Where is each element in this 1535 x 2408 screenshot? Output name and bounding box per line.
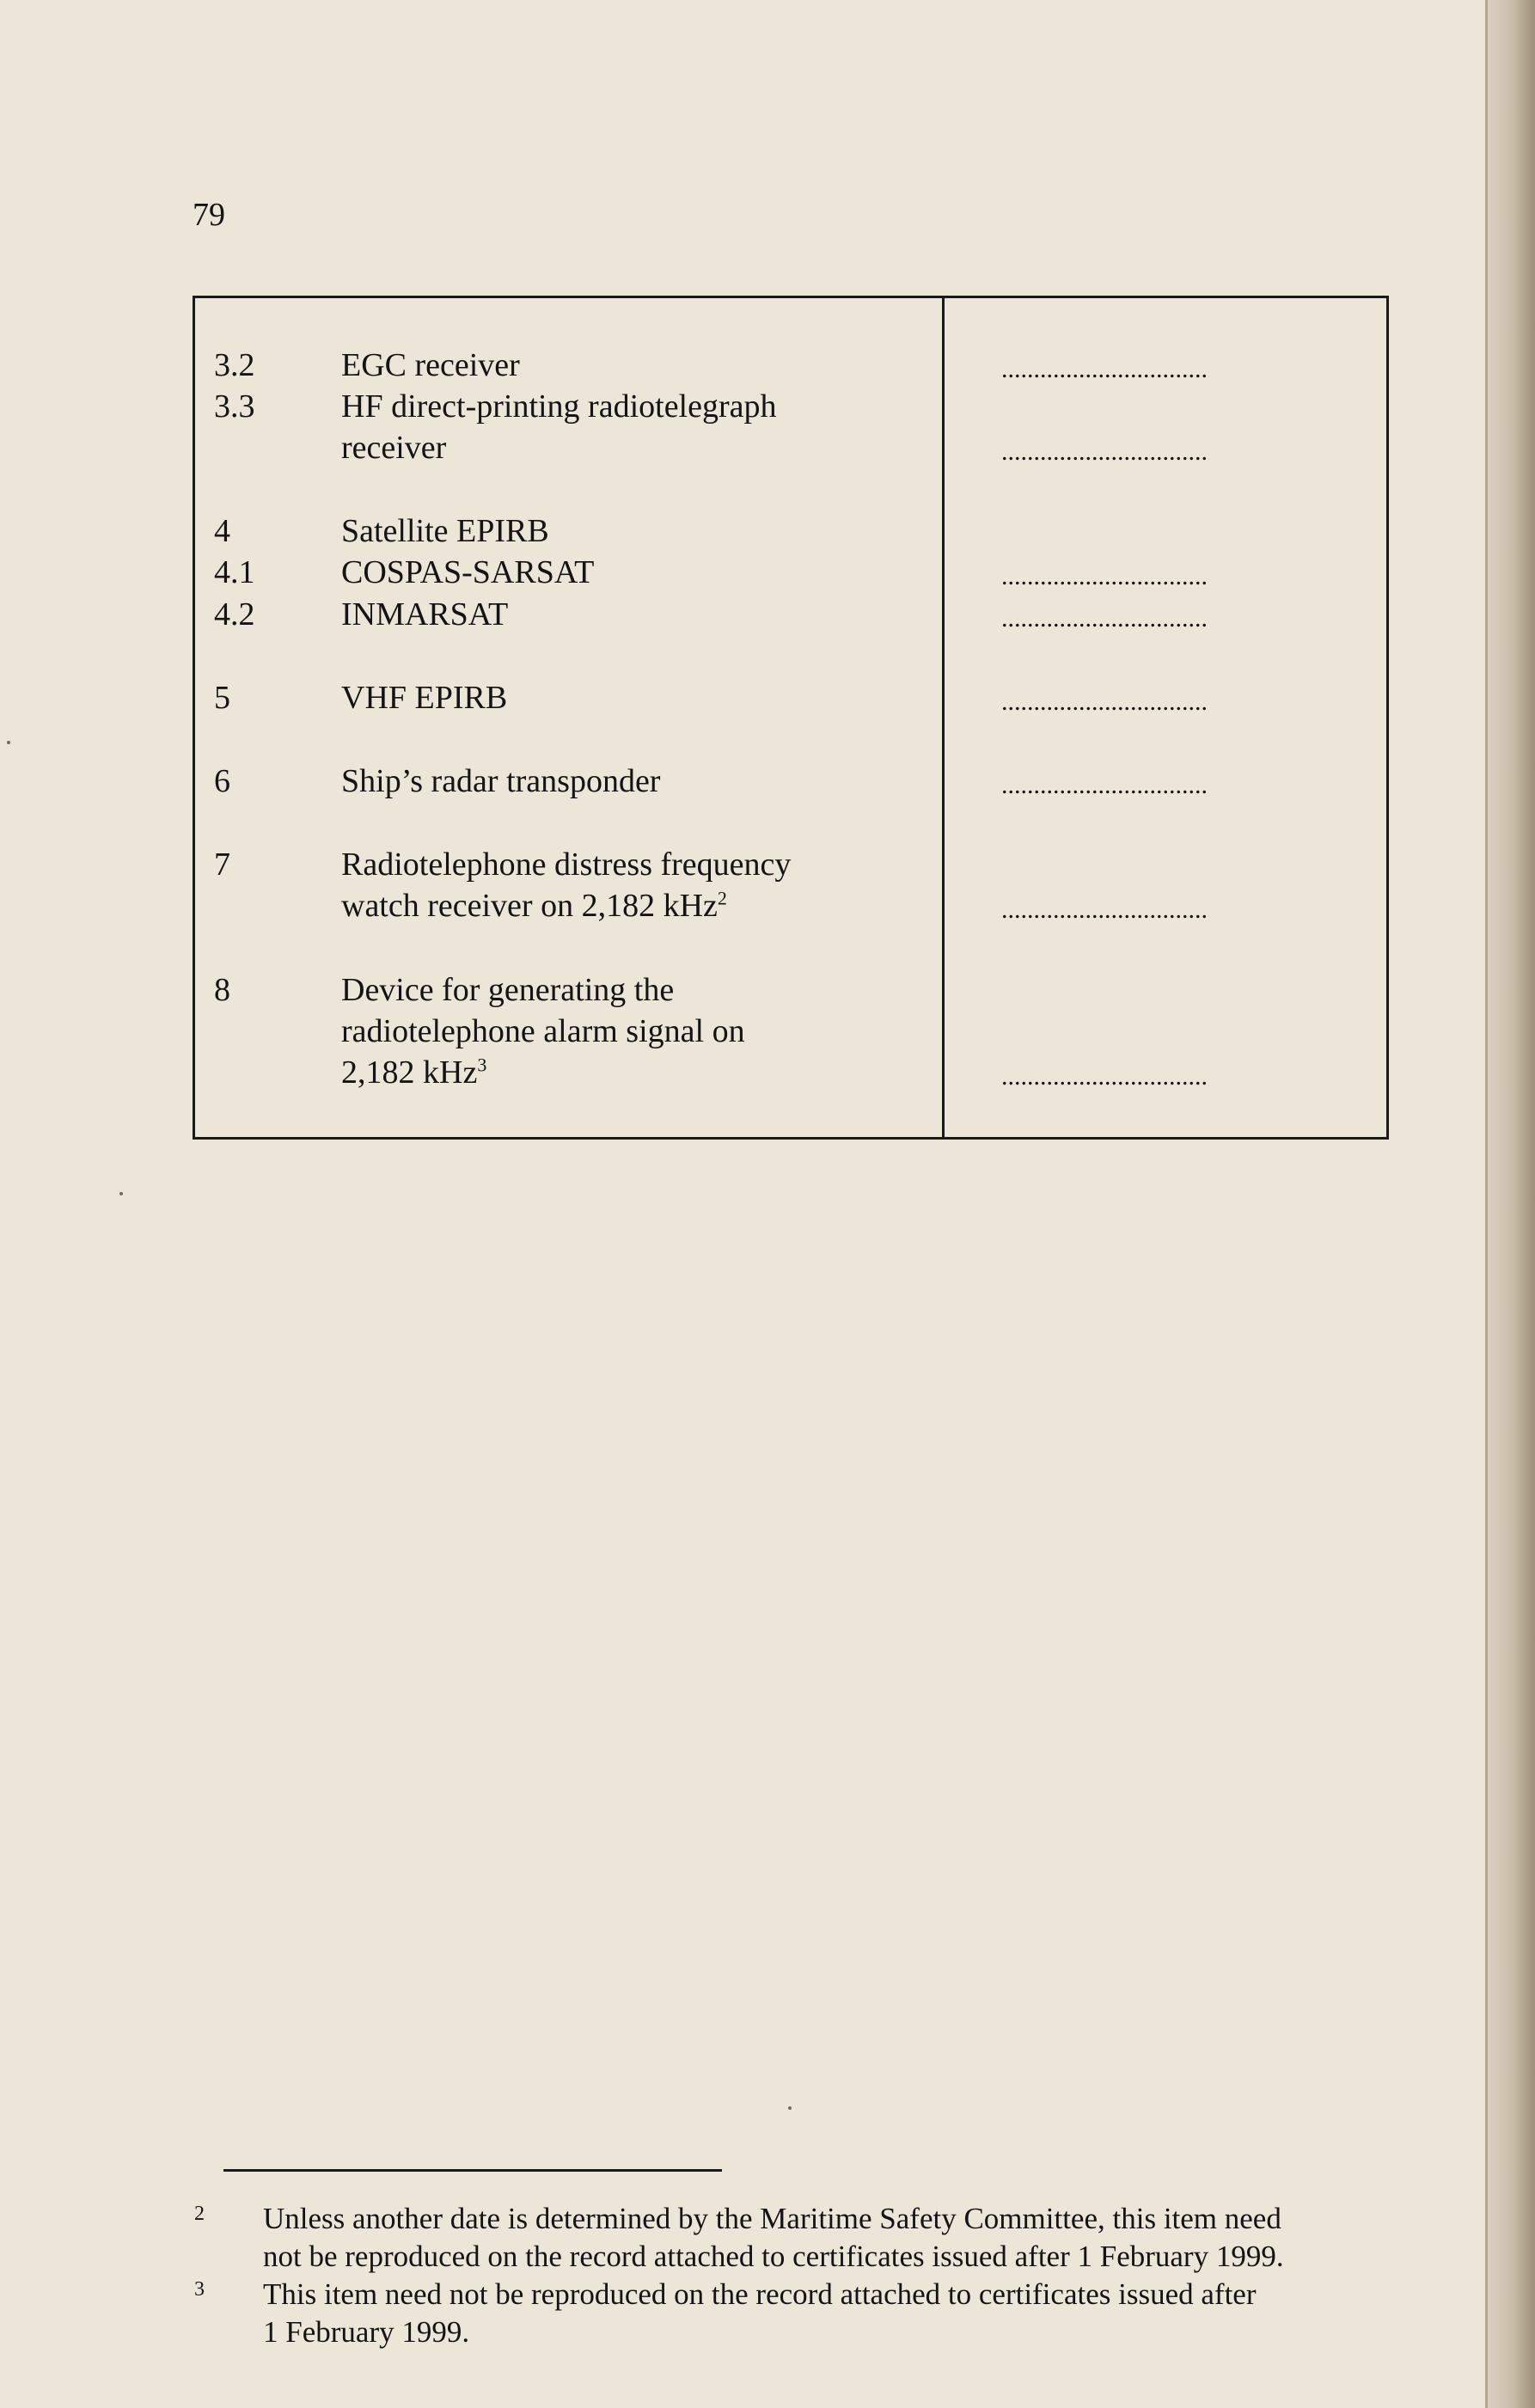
row-number: 8 — [214, 972, 230, 1008]
row-label: Device for generating the radiotelephone alarm signal on 2,182 kHz$^3$ — [341, 972, 745, 1091]
entry-dotted-line: ................................ — [1001, 689, 1208, 715]
footnote-text: Unless another date is determined by the Maritime Safety Committee, this item need not be reproduced on the record attached to certificates issued after 1 February 1999. — [263, 2202, 1284, 2273]
row-number: 7 — [214, 846, 230, 883]
column-divider — [942, 298, 945, 1137]
row-label: Ship’s radar transponder — [341, 763, 661, 799]
entry-dotted-line: ................................ — [1001, 357, 1208, 382]
page-edge — [1485, 0, 1535, 2408]
row-label: HF direct-printing radiotelegraph receiver — [341, 388, 777, 466]
row-number: 6 — [214, 763, 230, 799]
row-label: EGC receiver — [341, 347, 520, 383]
row-label: Satellite EPIRB — [341, 513, 549, 549]
page-number: 79 — [193, 197, 225, 233]
row-label: VHF EPIRB — [341, 680, 508, 716]
row-number: 4.1 — [214, 554, 255, 590]
row-label: Radiotelephone distress frequency watch receiver on 2,182 kHz$^2$ — [341, 846, 792, 924]
speck — [7, 741, 10, 744]
row-label: INMARSAT — [341, 596, 509, 633]
footnote-separator — [223, 2169, 722, 2172]
entry-dotted-line: ................................ — [1001, 606, 1208, 632]
row-number: 4 — [214, 513, 230, 549]
row-number: 3.2 — [214, 347, 255, 383]
row-number: 5 — [214, 680, 230, 716]
footnote-text: This item need not be reproduced on the record attached to certificates issued after 1 February 1999. — [263, 2277, 1257, 2349]
entry-dotted-line: ................................ — [1001, 439, 1208, 465]
row-number: 4.2 — [214, 596, 255, 633]
row-label: COSPAS-SARSAT — [341, 554, 595, 590]
equipment-record-table — [193, 296, 1389, 1140]
entry-dotted-line: ................................ — [1001, 564, 1208, 590]
entry-dotted-line: ................................ — [1001, 897, 1208, 923]
speck — [119, 1192, 123, 1195]
entry-dotted-line: ................................ — [1001, 773, 1208, 798]
speck — [788, 2106, 792, 2110]
footnote-mark: 2 — [194, 2203, 205, 2225]
row-number: 3.3 — [214, 388, 255, 425]
footnote-ref: 2 — [717, 887, 727, 909]
footnote-ref: 3 — [477, 1054, 487, 1076]
footnote-mark: 3 — [194, 2278, 205, 2301]
entry-dotted-line: ................................ — [1001, 1064, 1208, 1090]
